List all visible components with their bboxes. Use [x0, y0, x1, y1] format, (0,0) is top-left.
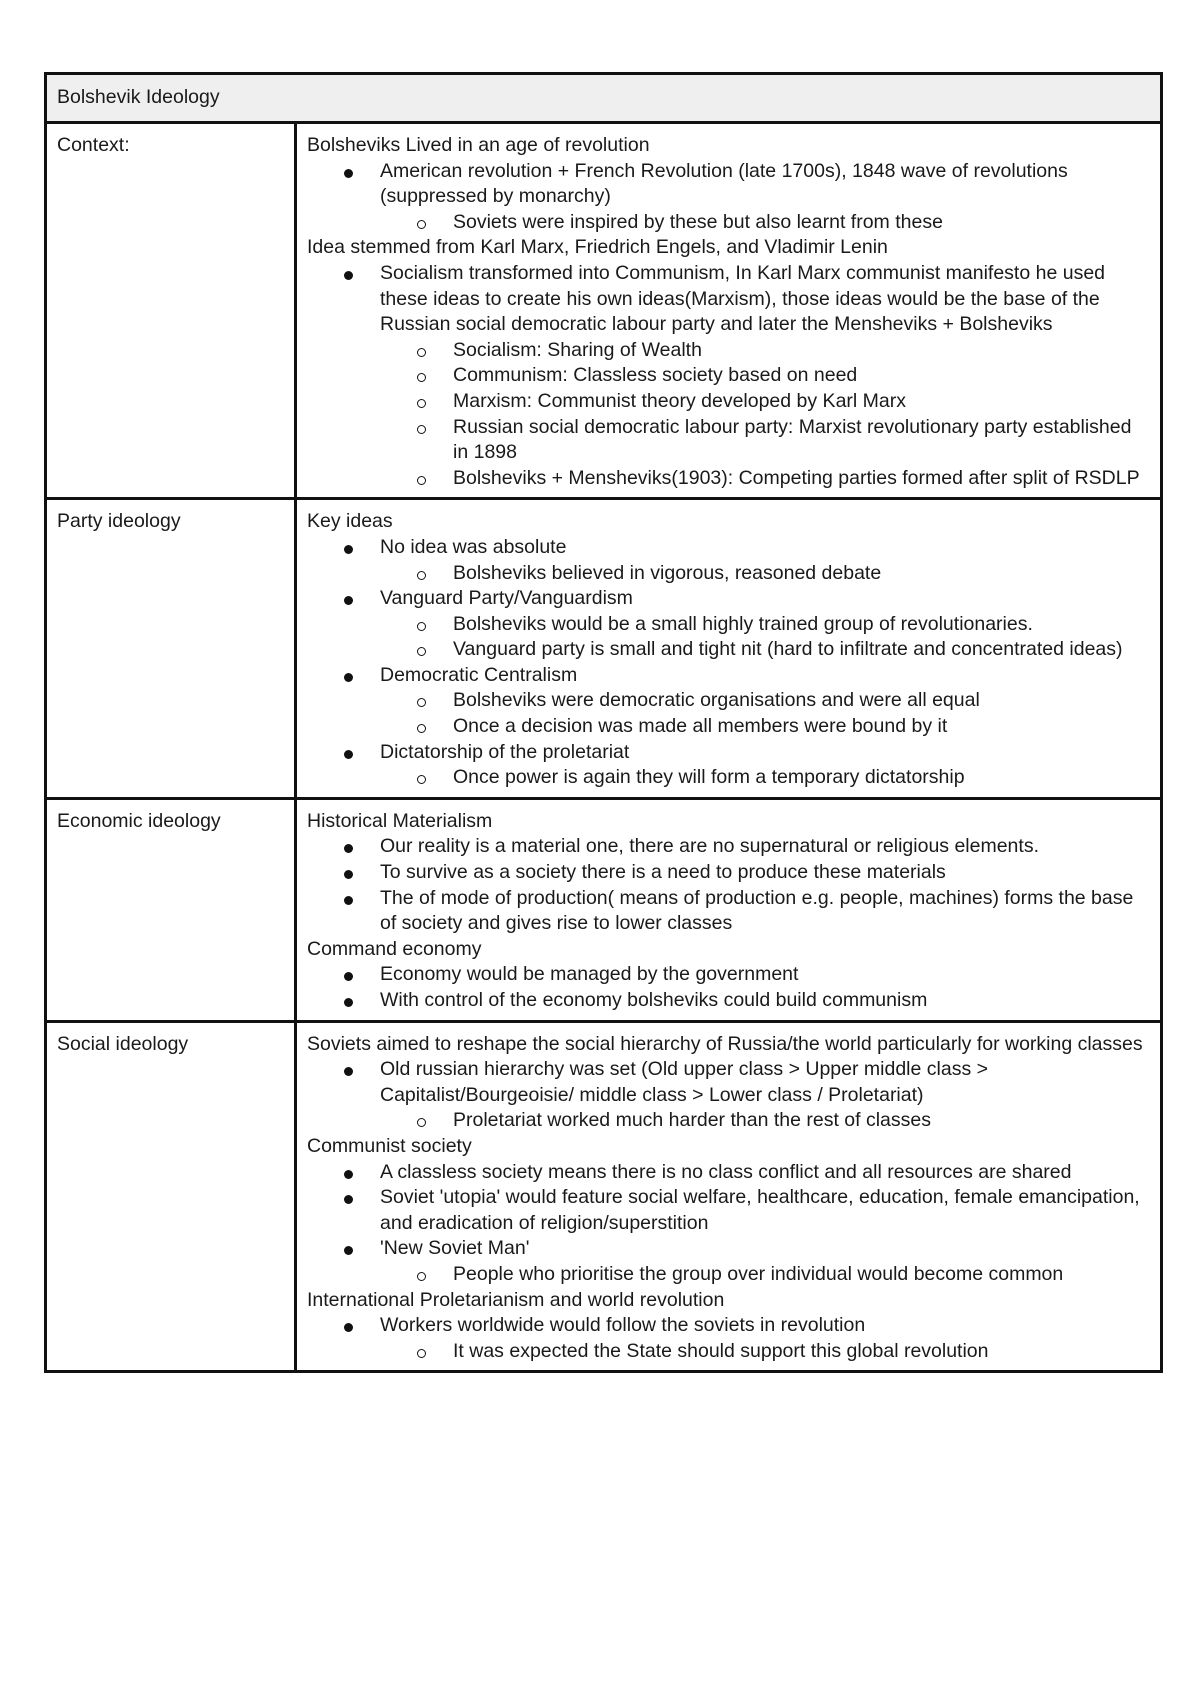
hollow-bullet-icon: [417, 1272, 426, 1281]
line-text: Socialism: Sharing of Wealth: [453, 338, 702, 361]
bullet-item: [307, 1313, 1152, 1339]
hollow-bullet-icon: [417, 373, 426, 382]
line-text: American revolution + French Revolution (late 1700s), 1848 wave of revolutions (suppressed by monarchy): [380, 159, 1068, 208]
bullet-item: [307, 1057, 1152, 1108]
line-text: Bolsheviks would be a small highly trained group of revolutionaries.: [453, 612, 1033, 635]
sub-bullet-item: [307, 1339, 1152, 1365]
table-row: [46, 798, 1162, 1021]
line-text: Russian social democratic labour party: Marxist revolutionary party established in 1898: [453, 415, 1132, 464]
hollow-bullet-icon: [417, 348, 426, 357]
hollow-bullet-icon: [417, 399, 426, 408]
hollow-bullet-icon: [417, 1349, 426, 1358]
line-text: Once power is again they will form a temporary dictatorship: [453, 766, 965, 789]
line-text: Communist society: [307, 1134, 472, 1157]
sub-bullet-item: [307, 415, 1152, 466]
line-text: Workers worldwide would follow the soviets in revolution: [380, 1314, 866, 1337]
bullet-item: [307, 1185, 1152, 1236]
filled-bullet-icon: [344, 673, 353, 682]
sub-bullet-item: [307, 765, 1152, 791]
table-row: [46, 499, 1162, 799]
filled-bullet-icon: [344, 596, 353, 605]
line-text: Old russian hierarchy was set (Old upper class > Upper middle class > Capitalist/Bourgeoisie/ middle class > Lower class / Proletariat): [380, 1058, 989, 1106]
line-text: Bolsheviks were democratic organisations and were all equal: [453, 689, 980, 712]
filled-bullet-icon: [344, 271, 353, 280]
line-text: Bolsheviks Lived in an age of revolution: [307, 134, 650, 156]
bullet-item: [307, 586, 1152, 612]
line-text: Command economy: [307, 937, 482, 960]
line-text: It was expected the State should support this global revolution: [453, 1339, 989, 1362]
bullet-item: [307, 988, 1152, 1014]
bullet-item: [307, 261, 1152, 338]
sub-bullet-item: [307, 714, 1152, 740]
hollow-bullet-icon: [417, 425, 426, 434]
line-text: Economy would be managed by the government: [380, 963, 799, 986]
filled-bullet-icon: [344, 750, 353, 759]
line-text: Marxism: Communist theory developed by Karl Marx: [453, 389, 906, 412]
filled-bullet-icon: [344, 1067, 353, 1076]
row-label: Economic ideology: [46, 798, 296, 1021]
sub-bullet-item: [307, 338, 1152, 364]
hollow-bullet-icon: [417, 622, 426, 631]
section-heading: [307, 809, 1152, 835]
hollow-bullet-icon: [417, 1118, 426, 1127]
hollow-bullet-icon: [417, 571, 426, 580]
title-row: [46, 74, 1162, 123]
section-heading: [307, 1288, 1152, 1314]
line-text: Bolsheviks + Mensheviks(1903): Competing parties formed after split of RSDLP: [453, 466, 1140, 489]
line-text: People who prioritise the group over individual would become common: [453, 1262, 1064, 1285]
section-heading: [307, 133, 1152, 159]
table-title: Bolshevik Ideology: [46, 74, 1162, 123]
hollow-bullet-icon: [417, 724, 426, 733]
hollow-bullet-icon: [417, 647, 426, 656]
line-text: Historical Materialism: [307, 809, 493, 832]
bullet-item: [307, 886, 1152, 937]
row-content: [296, 798, 1162, 1021]
section-heading: [307, 1134, 1152, 1160]
sub-bullet-item: [307, 637, 1152, 663]
filled-bullet-icon: [344, 1170, 353, 1179]
row-content: [296, 499, 1162, 799]
line-text: Soviet 'utopia' would feature social welfare, healthcare, education, female emancipation, and eradication of religion/superstition: [380, 1186, 1140, 1234]
line-text: Democratic Centralism: [380, 663, 578, 686]
line-text: Vanguard Party/Vanguardism: [380, 587, 633, 610]
filled-bullet-icon: [344, 545, 353, 554]
line-text: The of mode of production( means of production e.g. people, machines) forms the base of society and gives rise to lower classes: [380, 886, 1134, 935]
sub-bullet-item: [307, 210, 1152, 236]
filled-bullet-icon: [344, 998, 353, 1007]
table-body: [46, 74, 1162, 1372]
section-heading: [307, 235, 1152, 261]
line-text: Vanguard party is small and tight nit (hard to infiltrate and concentrated ideas): [453, 638, 1123, 661]
sub-bullet-item: [307, 561, 1152, 587]
line-text: With control of the economy bolsheviks could build communism: [380, 989, 928, 1011]
filled-bullet-icon: [344, 870, 353, 879]
line-text: To survive as a society there is a need to produce these materials: [380, 861, 946, 884]
line-text: Socialism transformed into Communism, In Karl Marx communist manifesto he used these ideas to create his own ideas(Marxism), those ideas would be the base of the Russian social democratic labour party and later the Mensheviks + Bolsheviks: [380, 261, 1106, 336]
sub-bullet-item: [307, 688, 1152, 714]
section-heading: [307, 1032, 1152, 1058]
line-text: 'New Soviet Man': [380, 1237, 530, 1260]
sub-bullet-item: [307, 363, 1152, 389]
filled-bullet-icon: [344, 972, 353, 981]
row-content: [296, 1021, 1162, 1372]
filled-bullet-icon: [344, 1323, 353, 1332]
row-content: [296, 123, 1162, 499]
hollow-bullet-icon: [417, 476, 426, 485]
hollow-bullet-icon: [417, 775, 426, 784]
row-label: Context:: [46, 123, 296, 499]
bullet-item: [307, 1236, 1152, 1262]
line-text: Proletariat worked much harder than the rest of classes: [453, 1109, 931, 1132]
section-heading: [307, 937, 1152, 963]
filled-bullet-icon: [344, 896, 353, 905]
filled-bullet-icon: [344, 1246, 353, 1255]
row-label: Party ideology: [46, 499, 296, 799]
bullet-item: [307, 740, 1152, 766]
ideology-table: [44, 72, 1163, 1373]
row-label: Social ideology: [46, 1021, 296, 1372]
bullet-item: [307, 663, 1152, 689]
sub-bullet-item: [307, 612, 1152, 638]
sub-bullet-item: [307, 389, 1152, 415]
line-text: Key ideas: [307, 510, 393, 533]
hollow-bullet-icon: [417, 698, 426, 707]
line-text: Bolsheviks believed in vigorous, reasoned debate: [453, 561, 882, 584]
filled-bullet-icon: [344, 1195, 353, 1204]
line-text: Soviets were inspired by these but also learnt from these: [453, 210, 943, 233]
line-text: No idea was absolute: [380, 535, 567, 558]
line-text: A classless society means there is no class conflict and all resources are shared: [380, 1160, 1072, 1183]
bullet-item: [307, 834, 1152, 860]
line-text: Dictatorship of the proletariat: [380, 740, 630, 763]
line-text: Once a decision was made all members were bound by it: [453, 715, 948, 738]
sub-bullet-item: [307, 1108, 1152, 1134]
line-text: Communism: Classless society based on need: [453, 364, 858, 387]
hollow-bullet-icon: [417, 220, 426, 229]
line-text: Our reality is a material one, there are no supernatural or religious elements.: [380, 835, 1039, 858]
bullet-item: [307, 962, 1152, 988]
bullet-item: [307, 535, 1152, 561]
section-heading: [307, 509, 1152, 535]
sub-bullet-item: [307, 466, 1152, 492]
line-text: Soviets aimed to reshape the social hierarchy of Russia/the world particularly for working classes: [307, 1032, 1143, 1055]
bullet-item: [307, 1160, 1152, 1186]
filled-bullet-icon: [344, 844, 353, 853]
sub-bullet-item: [307, 1262, 1152, 1288]
table-row: [46, 123, 1162, 499]
line-text: International Proletarianism and world revolution: [307, 1288, 725, 1311]
line-text: Idea stemmed from Karl Marx, Friedrich Engels, and Vladimir Lenin: [307, 236, 888, 259]
filled-bullet-icon: [344, 169, 353, 178]
bullet-item: [307, 159, 1152, 210]
table-row: [46, 1021, 1162, 1372]
bullet-item: [307, 860, 1152, 886]
